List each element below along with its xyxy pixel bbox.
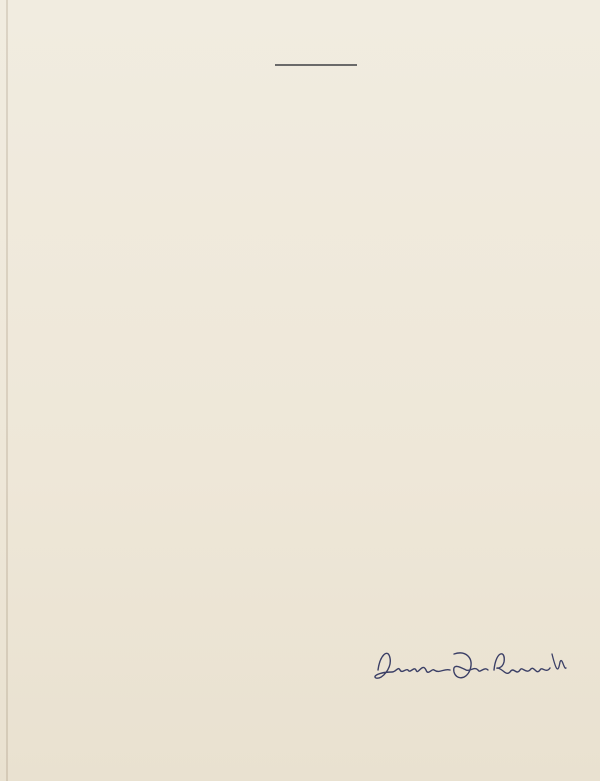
section-separator [275, 64, 357, 66]
handwritten-signature [370, 640, 570, 690]
paper-fold [6, 0, 8, 781]
body-text [62, 48, 577, 84]
